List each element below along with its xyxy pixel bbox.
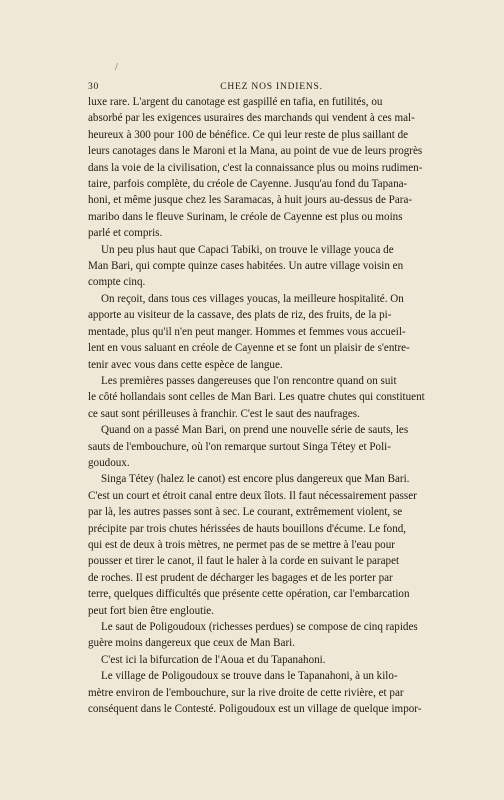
body-text	[88, 94, 457, 717]
paragraph: C'est ici la bifurcation de l'Aoua et du Tapanahoni.	[101, 653, 326, 666]
paragraph: Le saut de Poligoudoux (richesses perdues) se compose de cinq rapides guère moins dangereux que ceux de Man Bari.	[88, 621, 418, 650]
paragraph: Singa Tétey (halez le canot) est encore plus dangereux que Man Bari. C'est un court et étroit canal entre deux îlots. Il faut nécessairement passer par là, les autres passes sont à sec. Le courant, extrêmement violent, se précipite par trois chutes hérissées de hauts bouillons d'écume. Le fond, qui est de deux à trois mètres, ne permet pas de se mettre à l'eau pour pousser et tirer le canot, il faut le haler à la corde en suivant le parapet de roches. Il est prudent de décharger les bagages et de les porter par terre, quelques difficultés que présente cette opération, car l'embarcation peut fort bien être engloutie.	[88, 473, 417, 617]
running-title: CHEZ NOS INDIENS.	[220, 82, 323, 92]
paragraph: Un peu plus haut que Capaci Tabiki, on trouve le village youca de Man Bari, qui compte quinze cases habitées. Un autre village voisin en compte cinq.	[88, 243, 404, 289]
paragraph: Le village de Poligoudoux se trouve dans le Tapanahoni, à un kilo- mètre environ de l'embouchure, sur la rive droite de cette rivière, et par conséquent dans le Contesté. Poligoudoux est un village de quelque impor-	[88, 670, 422, 716]
running-head	[88, 82, 455, 94]
page-number: 30	[88, 82, 100, 92]
pencil-mark: /	[115, 62, 118, 73]
paragraph: Les premières passes dangereuses que l'on rencontre quand on suit le côté hollandais sont celles de Man Bari. Les quatre chutes qui constituent ce saut sont périlleuses à franchir. C'est le saut des naufrages.	[88, 374, 425, 420]
paragraph: luxe rare. L'argent du canotage est gaspillé en tafia, en futilités, ou absorbé par les exigences usuraires des marchands qui vendent à ces mal- heureux à 300 pour 100 de bénéfice. Ce qui leur reste de plus saillant de leurs canotages dans le Maroni et la Mana, au point de vue de leurs progrès dans la voie de la civilisation, c'est la connaissance plus ou moins rudimen- taire, parfois complète, du créole de Cayenne. Jusqu'au fond du Tapana- honi, et même jusque chez les Saramacas, à huit jours au-dessus de Para- maribo dans le fleuve Surinam, le créole de Cayenne est plus ou moins parlé et compris.	[88, 96, 423, 240]
paragraph: Quand on a passé Man Bari, on prend une nouvelle série de sauts, les sauts de l'embouchure, où l'on remarque surtout Singa Tétey et Poli- goudoux.	[88, 424, 409, 469]
paragraph: On reçoit, dans tous ces villages youcas, la meilleure hospitalité. On apporte au visiteur de la cassave, des plats de riz, des fruits, de la pi- mentade, plus qu'il n'en peut manger. Hommes et femmes vous accueil- lent en vous saluant en créole de Cayenne et se font un plaisir de s'entre- tenir avec vous dans cette espèce de langue.	[88, 292, 410, 371]
